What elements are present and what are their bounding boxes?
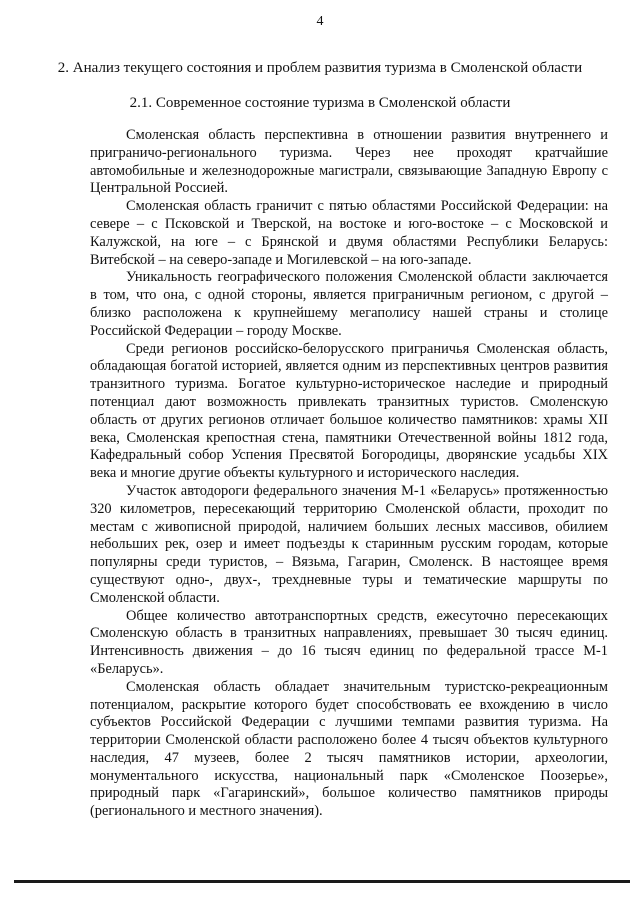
paragraph: Смоленская область обладает значительным туристско-рекреационным потенциалом, раскрытие которого будет способствовать ее вхождению в число субъектов Российской Федерации с лучшими темпами развития туризма. На территории Смоленской области расположено более 4 тысяч объектов культурного наследия, 47 музеев, более 2 тысяч памятников истории, археологии, монументального искусства, национальный парк «Смоленское Поозерье», природный парк «Гагаринский», большое количество памятников природы (регионального и местного значения).: [90, 678, 608, 820]
paragraph: Уникальность географического положения Смоленской области заключается в том, что она, с одной стороны, является приграничным регионом, с другой – близко расположена к крупнейшему мегаполису нашей страны и столице Российской Федерации – городу Москве.: [90, 269, 608, 339]
paragraph: Общее количество автотранспортных средств, ежесуточно пересекающих Смоленскую область в транзитных направлениях, превышает 30 тысяч единиц. Интенсивность движения – до 16 тысяч единиц по федеральной трассе М-1 «Беларусь».: [90, 607, 608, 677]
paragraph: Смоленская область перспективна в отношении развития внутреннего и приграничо-регионального туризма. Через нее проходят кратчайшие автомобильные и железнодорожные магистрали, связывающие Западную Европу с Центральной Россией.: [90, 127, 608, 197]
body-text: [90, 127, 608, 821]
subsection-heading: 2.1. Современное состояние туризма в Смоленской области: [129, 95, 511, 111]
section-heading: 2. Анализ текущего состояния и проблем развития туризма в Смоленской области: [57, 60, 583, 76]
page-number: 4: [316, 14, 324, 29]
paragraph: Среди регионов российско-белорусского приграничья Смоленская область, обладающая богатой историей, является одним из перспективных центров развития транзитного туризма. Богатое культурно-историческое наследие и природный потенциал дают возможность привлекать транзитных туристов. Смоленскую область от других регионов отличает большое количество памятников: храмы XII века, Смоленская крепостная стена, памятники Отечественной войны 1812 года, Кафедральный собор Успения Пресвятой Богородицы, дворянские усадьбы XIX века и многие другие объекты культурного и исторического наследия.: [90, 340, 608, 482]
paragraph: Участок автодороги федерального значения М-1 «Беларусь» протяженностью 320 километров, пересекающий территорию Смоленской области, проходит по местам с живописной природой, наличием больших лесных массивов, обилием небольших рек, озер и имеет подъезды к старинным русским городам, которые популярны среди туристов, – Вязьма, Гагарин, Смоленск. В настоящее время существуют одно-, двух-, трехдневные туры и тематические маршруты по Смоленской области.: [90, 482, 608, 606]
paragraph: Смоленская область граничит с пятью областями Российской Федерации: на севере – с Псковской и Тверской, на востоке и юго-востоке – с Московской и Калужской, на юге – с Брянской и двумя областями Республики Беларусь: Витебской – на северо-западе и Могилевской – на юго-западе.: [90, 198, 608, 268]
bottom-rule: [14, 880, 630, 883]
